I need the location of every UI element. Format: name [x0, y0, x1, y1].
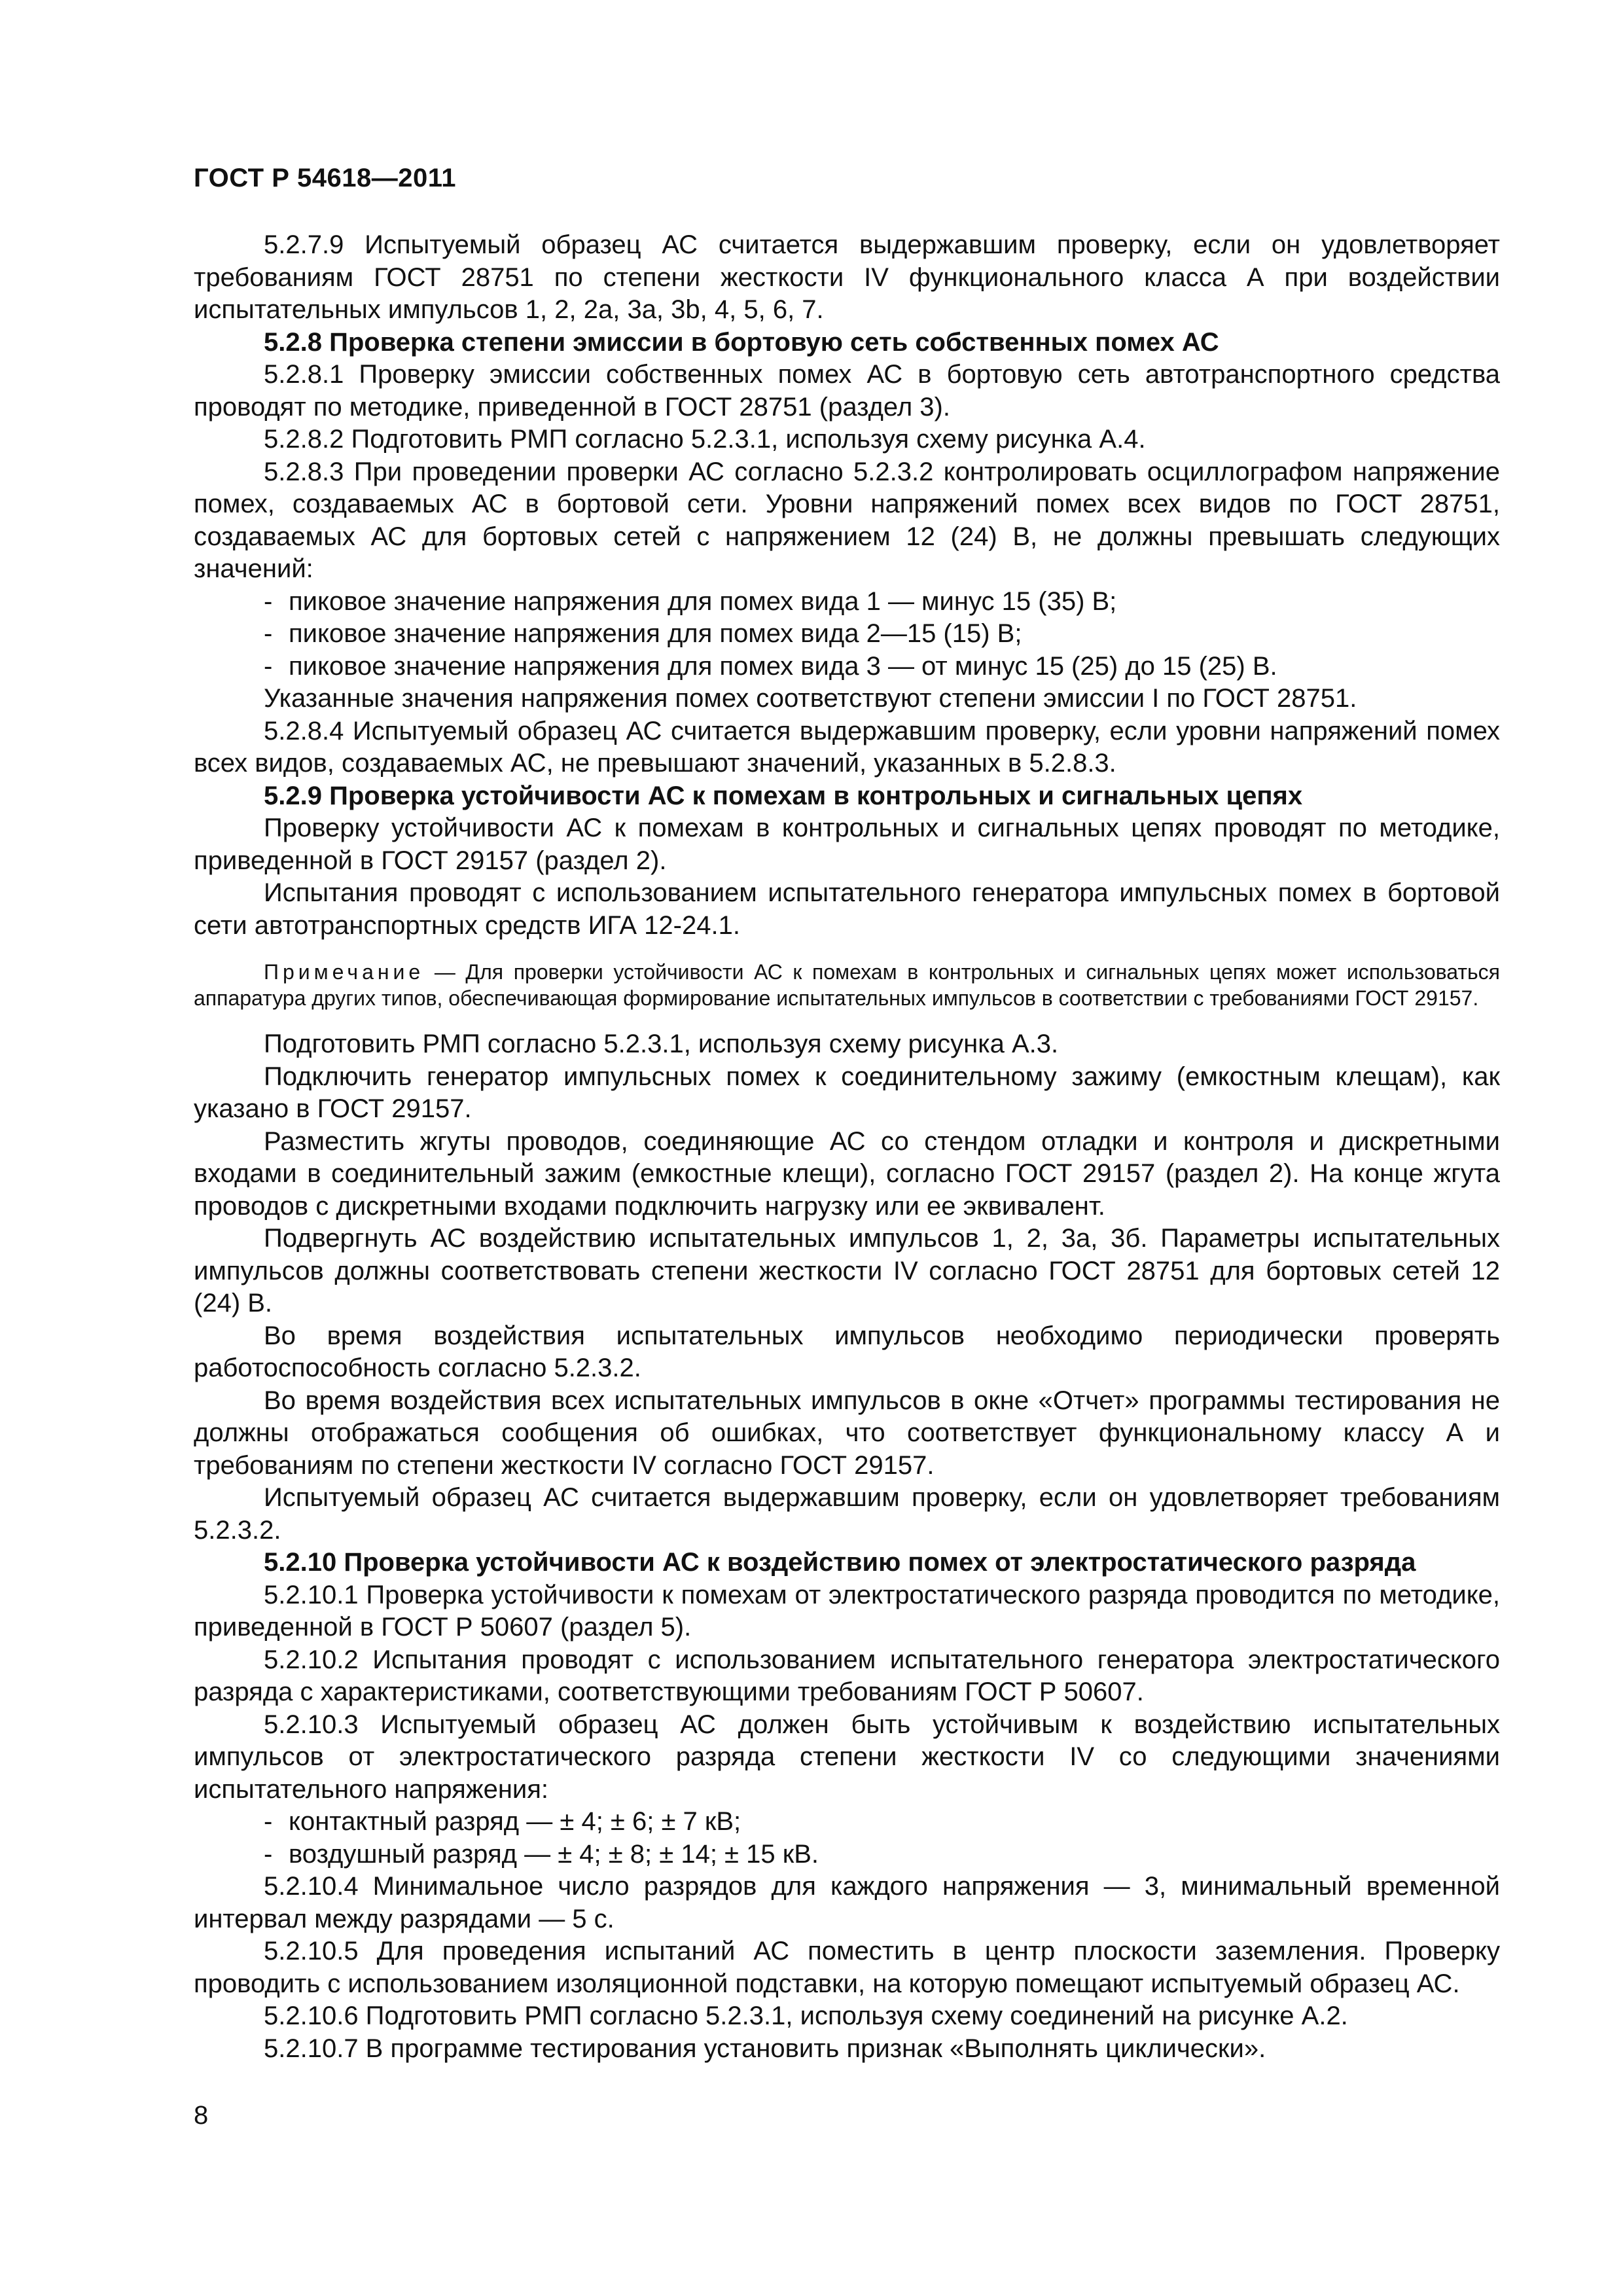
list-marker: -: [264, 651, 273, 681]
paragraph: 5.2.10.2 Испытания проводят с использованием испытательного генератора электростатического разряда с характеристиками, соответствующими требованиям ГОСТ Р 50607.: [194, 1645, 1500, 1706]
section-heading: 5.2.8 Проверка степени эмиссии в бортовую сеть собственных помех АС: [264, 327, 1219, 357]
paragraph: Подключить генератор импульсных помех к соединительному зажиму (емкостным клещам), как указано в ГОСТ 29157.: [194, 1062, 1500, 1123]
list-item-text: пиковое значение напряжения для помех вида 1 — минус 15 (35) В;: [289, 586, 1117, 616]
list-item: [194, 651, 1500, 683]
list-item-text: воздушный разряд — ± 4; ± 8; ± 14; ± 15 кВ.: [289, 1839, 819, 1869]
paragraph: 5.2.8.3 При проведении проверки АС согласно 5.2.3.2 контролировать осциллографом напряжение помех, создаваемых АС в бортовой сети. Уровни напряжений помех всех видов по ГОСТ 28751, создаваемых АС для бортовых сетей с напряжением 12 (24) В, не должны превышать следующих значений:: [194, 457, 1500, 583]
list-item: [194, 618, 1500, 651]
note-text: — Для проверки устойчивости АС к помехам в контрольных и сигнальных цепях может использоваться аппаратура других типов, обеспечивающая формирование испытательных импульсов в соответствии с требованиями ГОСТ 29157.: [194, 960, 1501, 1010]
list-marker: -: [264, 586, 273, 616]
paragraph: Подготовить РМП согласно 5.2.3.1, используя схему рисунка А.3.: [264, 1030, 1059, 1058]
list-item-text: пиковое значение напряжения для помех вида 2—15 (15) В;: [289, 619, 1022, 648]
list-marker: -: [264, 1807, 273, 1836]
list-marker: -: [264, 619, 273, 648]
list-marker: -: [264, 1839, 273, 1869]
paragraph: 5.2.10.3 Испытуемый образец АС должен быть устойчивым к воздействию испытательных импульсов от электростатического разряда степени жесткости IV со следующими значениями испытательного напряжения:: [194, 1710, 1500, 1804]
document-header: ГОСТ Р 54618—2011: [194, 164, 456, 192]
paragraph: Во время воздействия испытательных импульсов необходимо периодически проверять работоспособность согласно 5.2.3.2.: [194, 1321, 1500, 1382]
paragraph: Испытуемый образец АС считается выдержавшим проверку, если он удовлетворяет требованиям 5.2.3.2.: [194, 1483, 1500, 1545]
document-body: [194, 229, 1500, 2065]
list-item: [194, 1839, 1500, 1871]
note: [194, 959, 1500, 1011]
note-label: Примечание: [264, 960, 425, 984]
paragraph: 5.2.8.1 Проверку эмиссии собственных помех АС в бортовую сеть автотранспортного средства проводят по методике, приведенной в ГОСТ 28751 (раздел 3).: [194, 360, 1500, 422]
paragraph: 5.2.10.7 В программе тестирования установить признак «Выполнять циклически».: [264, 2034, 1266, 2063]
list-item-text: пиковое значение напряжения для помех вида 3 — от минус 15 (25) до 15 (25) В.: [289, 651, 1277, 681]
paragraph: Проверку устойчивости АС к помехам в контрольных и сигнальных цепях проводят по методике, приведенной в ГОСТ 29157 (раздел 2).: [194, 814, 1500, 875]
list-item-text: контактный разряд — ± 4; ± 6; ± 7 кВ;: [289, 1807, 741, 1836]
page-number: 8: [194, 2101, 209, 2130]
paragraph: 5.2.8.2 Подготовить РМП согласно 5.2.3.1, используя схему рисунка А.4.: [264, 425, 1146, 454]
paragraph: 5.2.10.6 Подготовить РМП согласно 5.2.3.1, используя схему соединений на рисунке А.2.: [264, 2001, 1348, 2030]
paragraph: 5.2.10.1 Проверка устойчивости к помехам от электростатического разряда проводится по методике, приведенной в ГОСТ Р 50607 (раздел 5).: [194, 1580, 1500, 1641]
paragraph: Указанные значения напряжения помех соответствуют степени эмиссии I по ГОСТ 28751.: [264, 684, 1357, 713]
paragraph: 5.2.10.5 Для проведения испытаний АС поместить в центр плоскости заземления. Проверку проводить с использованием изоляционной подставки, на которую помещают испытуемый образец АС.: [194, 1937, 1500, 1998]
paragraph: 5.2.8.4 Испытуемый образец АС считается выдержавшим проверку, если уровни напряжений помех всех видов, создаваемых АС, не превышают значений, указанных в 5.2.8.3.: [194, 716, 1500, 778]
paragraph: 5.2.7.9 Испытуемый образец АС считается выдержавшим проверку, если он удовлетворяет требованиям ГОСТ 28751 по степени жесткости IV функционального класса А при воздействии испытательных импульсов 1, 2, 2a, 3a, 3b, 4, 5, 6, 7.: [194, 230, 1500, 324]
section-heading: 5.2.10 Проверка устойчивости АС к воздействию помех от электростатического разряда: [264, 1548, 1416, 1577]
paragraph: Испытания проводят с использованием испытательного генератора импульсных помех в бортовой сети автотранспортных средств ИГА 12-24.1.: [194, 878, 1500, 940]
paragraph: Подвергнуть АС воздействию испытательных импульсов 1, 2, 3а, 3б. Параметры испытательных импульсов должны соответствовать степени жесткости IV согласно ГОСТ 28751 для бортовых сетей 12 (24) В.: [194, 1224, 1500, 1318]
paragraph: 5.2.10.4 Минимальное число разрядов для каждого напряжения — 3, минимальный временной интервал между разрядами — 5 с.: [194, 1872, 1500, 1933]
list-item: [194, 586, 1500, 619]
paragraph: Разместить жгуты проводов, соединяющие АС со стендом отладки и контроля и дискретными входами в соединительный зажим (емкостные клещи), согласно ГОСТ 29157 (раздел 2). На конце жгута проводов с дискретными входами подключить нагрузку или ее эквивалент.: [194, 1126, 1500, 1221]
section-heading: 5.2.9 Проверка устойчивости АС к помехам в контрольных и сигнальных цепях: [264, 781, 1303, 810]
list-item: [194, 1806, 1500, 1839]
paragraph: Во время воздействия всех испытательных импульсов в окне «Отчет» программы тестирования не должны отображаться сообщения об ошибках, что соответствует функциональному классу А и требованиям по степени жесткости IV согласно ГОСТ 29157.: [194, 1386, 1500, 1480]
